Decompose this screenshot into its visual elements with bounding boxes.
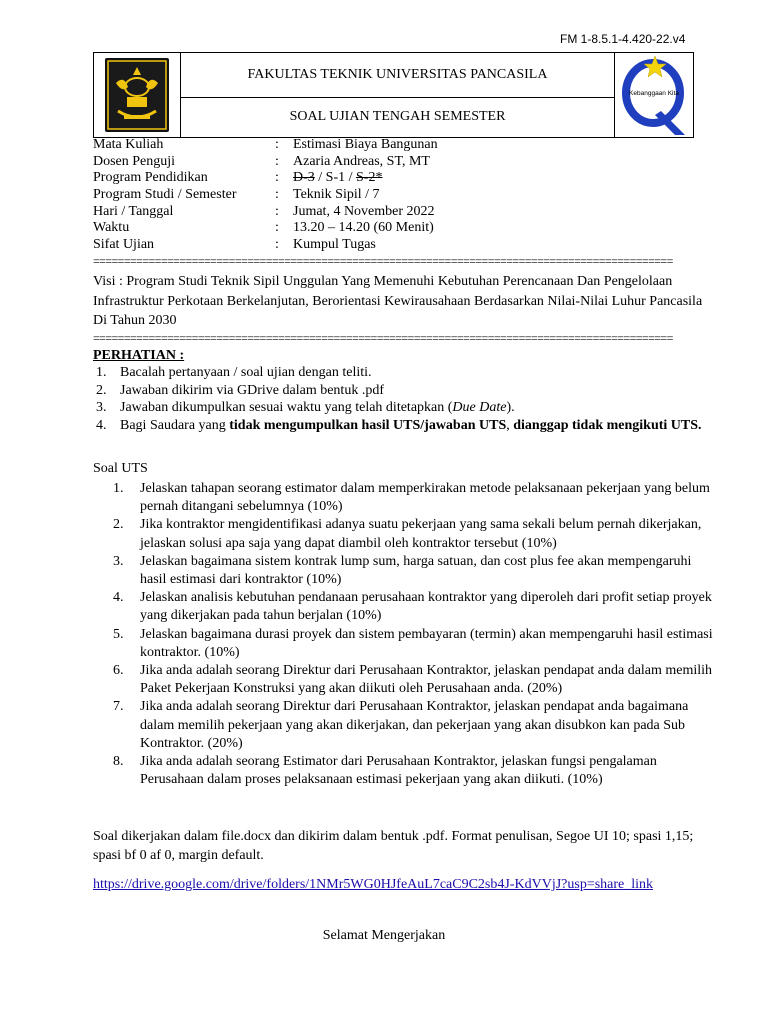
- info-colon: :: [275, 187, 279, 203]
- university-logo-cell: [94, 53, 181, 137]
- header-table: [93, 52, 694, 138]
- list-text: Jawaban dikirim via GDrive dalam bentuk .pdf: [120, 382, 384, 398]
- attention-section: [93, 347, 703, 434]
- question-number: 3.: [113, 553, 124, 569]
- info-label: Program Pendidikan: [93, 170, 208, 186]
- question-text: Jelaskan analisis kebutuhan pendanaan perusahaan kontraktor yang diperoleh dari profit setiap proyek yang dikerjakan pada tahun berjalan (10%): [140, 590, 712, 624]
- question-text: Jelaskan bagaimana sistem kontrak lump sum, harga satuan, dan cost plus fee akan mempengaruhi hasil estimasi dari kontraktor (10%): [140, 553, 692, 588]
- info-value: [293, 170, 382, 187]
- info-value: Estimasi Biaya Bangunan: [293, 137, 438, 152]
- question-item: [113, 753, 713, 789]
- list-text: Bagi Saudara yang: [120, 417, 230, 433]
- info-colon: :: [275, 203, 279, 219]
- attention-title: PERHATIAN :: [93, 348, 185, 363]
- info-value: Jumat, 4 November 2022: [293, 203, 435, 219]
- vision-statement: Visi : Program Studi Teknik Sipil Unggulan Yang Memenuhi Kebutuhan Perencanaan Dan Pengelolaan Infrastruktur Perkotaan Berkelanjutan, Berorientasi Kewirausahaan Berdasarkan Nilai-Nilai Luhur Pancasila Di Tahun 2030: [93, 274, 703, 328]
- info-value: 13.20 – 14.20 (60 Menit): [293, 220, 434, 236]
- list-item: [93, 382, 703, 400]
- info-colon: :: [275, 237, 279, 253]
- list-text: ).: [506, 400, 515, 415]
- closing-text: Selamat Mengerjakan: [322, 928, 446, 943]
- info-value: Azaria Andreas, ST, MT: [293, 153, 430, 169]
- question-number: 2.: [113, 517, 124, 533]
- list-item: [93, 364, 703, 382]
- program-d3-struck: D-3: [293, 170, 315, 186]
- separator-line: ==============================================================================================: [93, 332, 673, 344]
- question-number: 5.: [113, 626, 124, 642]
- info-label: Mata Kuliah: [93, 137, 164, 152]
- question-number: 6.: [113, 663, 124, 679]
- info-label: Dosen Penguji: [93, 153, 176, 169]
- question-item: [113, 662, 713, 698]
- q-kebanggaan-logo: [615, 53, 693, 137]
- question-number: 8.: [113, 754, 124, 770]
- exam-title: SOAL UJIAN TENGAH SEMESTER: [289, 109, 506, 124]
- question-item: [113, 516, 713, 552]
- question-item: [113, 698, 713, 753]
- list-text: Bacalah pertanyaan / soal ujian dengan teliti.: [120, 365, 372, 380]
- info-colon: :: [275, 170, 279, 186]
- info-colon: :: [275, 137, 279, 152]
- info-label: Program Studi / Semester: [93, 187, 237, 203]
- program-s1: / S-1 /: [314, 170, 357, 186]
- info-colon: :: [275, 220, 279, 236]
- university-seal-logo: [94, 53, 180, 137]
- attention-list: [93, 364, 703, 434]
- question-item: [113, 480, 713, 516]
- question-item: [113, 553, 713, 589]
- question-text: Jelaskan bagaimana durasi proyek dan sistem pembayaran (termin) akan mempengaruhi hasil estimasi kontraktor. (10%): [140, 626, 713, 660]
- info-label: Sifat Ujian: [93, 237, 155, 253]
- kebanggaan-logo-cell: [614, 53, 693, 137]
- form-code: FM 1-8.5.1-4.420-22.v4: [560, 32, 686, 46]
- info-label: Waktu: [93, 220, 130, 236]
- info-label: Hari / Tanggal: [93, 203, 174, 219]
- list-text: Jawaban dikumpulkan sesuai waktu yang telah ditetapkan (: [120, 400, 453, 415]
- due-date-emphasis: Due Date: [452, 400, 507, 415]
- format-note: Soal dikerjakan dalam file.docx dan dikirim dalam bentuk .pdf. Format penulisan, Segoe UI 10; spasi 1,15; spasi bf 0 af 0, margin default.: [93, 829, 694, 863]
- question-number: 4.: [113, 590, 124, 606]
- info-colon: :: [275, 153, 279, 169]
- logo-tagline: Kebanggaan Kita: [629, 90, 679, 97]
- faculty-name: FAKULTAS TEKNIK UNIVERSITAS PANCASILA: [180, 53, 615, 98]
- question-item: [113, 626, 713, 662]
- question-text: Jika anda adalah seorang Direktur dari Perusahaan Kontraktor, jelaskan pendapat anda dalam memilih Paket Pekerjaan Konstruksi yang akan diikuti oleh Perusahaan anda. (20%): [140, 663, 713, 697]
- list-item: [93, 399, 703, 417]
- bold-warning: tidak mengumpulkan hasil UTS/jawaban UTS: [229, 417, 507, 433]
- questions-list: [113, 480, 713, 789]
- bold-warning: dianggap tidak mengikuti UTS.: [513, 417, 702, 433]
- separator-line: ==============================================================================================: [93, 255, 673, 267]
- list-number: 4.: [96, 417, 107, 433]
- question-text: Jika anda adalah seorang Direktur dari Perusahaan Kontraktor, jelaskan pendapat anda bagaimana dalam memilih pekerjaan yang akan dikerjakan, dan pekerjaan yang akan disubkon kan pada Sub Kontraktor. (20%): [140, 699, 689, 751]
- info-value: Kumpul Tugas: [293, 237, 376, 253]
- question-text: Jelaskan tahapan seorang estimator dalam memperkirakan metode pelaksanaan pekerjaan yang belum pernah ditangani sebelumnya (10%): [140, 481, 710, 515]
- question-item: [113, 589, 713, 625]
- gdrive-submission-link[interactable]: https://drive.google.com/drive/folders/1NMr5WG0HJfeAuL7caC9C2sb4J-KdVVjJ?usp=share_link: [93, 877, 654, 892]
- list-number: 1.: [96, 365, 107, 380]
- question-text: Jika kontraktor mengidentifikasi adanya suatu pekerjaan yang sama sekali belum pernah dikerjakan, jelaskan solusi apa saja yang dapat diambil oleh kontraktor tersebut (10%): [140, 517, 702, 551]
- question-text: Jika anda adalah seorang Estimator dari Perusahaan Kontraktor, jelaskan fungsi pengalaman Perusahaan dalam proses pelaksanaan estimasi pekerjaan yang akan diikuti. (10%): [140, 754, 657, 788]
- list-number: 3.: [96, 400, 107, 415]
- list-item: [93, 417, 703, 435]
- info-value: Teknik Sipil / 7: [293, 187, 380, 203]
- list-text: ,: [506, 417, 514, 433]
- list-number: 2.: [96, 382, 107, 398]
- questions-title: Soal UTS: [93, 461, 148, 476]
- program-s2-struck: S-2*: [356, 170, 383, 186]
- question-number: 1.: [113, 481, 124, 496]
- question-number: 7.: [113, 699, 124, 715]
